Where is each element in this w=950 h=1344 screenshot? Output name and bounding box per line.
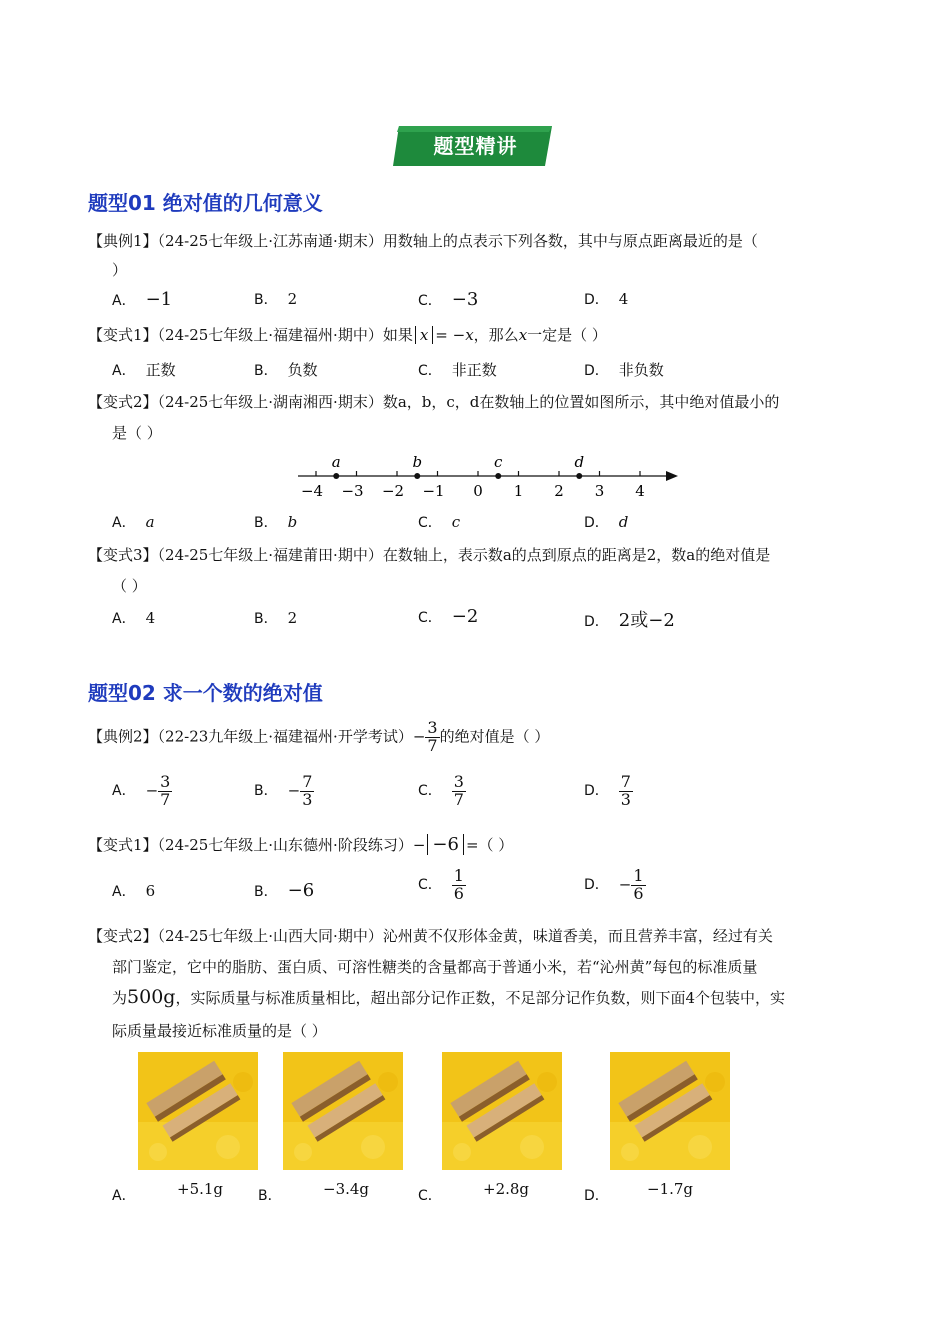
option-b[interactable]: B． 2 (254, 290, 298, 308)
option-a[interactable]: A． −1 (112, 289, 173, 310)
tick-label: −4 (300, 482, 324, 500)
option-b[interactable]: B． 负数 (254, 361, 318, 379)
tick-label: −3 (341, 482, 364, 500)
option-d[interactable]: D． 4 (584, 290, 629, 308)
option-a[interactable]: A． (112, 1188, 136, 1204)
caption-b: −3.4g (323, 1180, 370, 1198)
point-c (495, 473, 501, 479)
option-d[interactable]: D． (584, 1188, 609, 1204)
question-s2-v2-line1: 【变式2】（24-25七年级上·山西大同·期中）沁州黄不仅形体金黄，味道香美，而且营养丰富，经过有关 (88, 927, 773, 945)
question-v3-line1: 【变式3】（24-25七年级上·福建莆田·期中）在数轴上，表示数a的点到原点的距离是2，数a的绝对值是 (88, 546, 771, 564)
section-banner (393, 122, 558, 170)
question-v2-line2: 是（ ） (112, 424, 162, 442)
option-a[interactable]: A． a (112, 513, 155, 531)
point-label-d: d (574, 453, 585, 471)
option-a[interactable]: A． 正数 (112, 361, 176, 379)
option-b[interactable]: B． (258, 1188, 282, 1204)
option-d[interactable]: D． $\frac{7}{3}$ (584, 772, 631, 809)
option-b[interactable]: B． b (254, 513, 298, 531)
tick-label: 2 (554, 482, 564, 500)
question-v1: 【变式1】（24-25七年级上·福建福州·期中）如果 x = −x，那么x一定是（ ） (88, 326, 607, 344)
tick-label: −1 (422, 482, 445, 500)
option-c[interactable]: C． −3 (418, 289, 479, 310)
caption-d: −1.7g (647, 1180, 694, 1198)
question-s2-v2-line3: 为500g，实际质量与标准质量相比，超出部分记作正数，不足部分记作负数，则下面4个包装中，实 (112, 986, 786, 1008)
tick-label: 4 (635, 482, 645, 500)
option-c[interactable]: C． (418, 1188, 442, 1204)
point-label-b: b (412, 453, 423, 471)
question-v3-line2: （ ） (112, 577, 147, 595)
tick-label: −2 (381, 482, 405, 500)
point-d (576, 473, 582, 479)
option-a[interactable]: A． 6 (112, 882, 156, 900)
point-label-a: a (331, 453, 341, 471)
tick-label: 3 (594, 482, 605, 500)
caption-a: +5.1g (177, 1180, 224, 1198)
question-ex2: 【典例2】（22-23九年级上·福建福州·开学考试）− $\frac{3}{7}$ 的绝对值是（ ） (88, 718, 550, 755)
question-ex1-line1: 【典例1】（24-25七年级上·江苏南通·期末）用数轴上的点表示下列各数，其中与原点距离最近的是（ (88, 232, 758, 250)
question-s2-v2-line2: 部门鉴定，它中的脂肪、蛋白质、可溶性糖类的含量都高于普通小米，若“沁州黄”每包的标准质量 (112, 958, 758, 976)
option-a[interactable]: A． 4 (112, 609, 156, 627)
option-d[interactable]: D． − $\frac{1}{6}$ (584, 866, 644, 903)
option-c[interactable]: C． 非正数 (418, 361, 497, 379)
option-c[interactable]: C． $\frac{1}{6}$ (418, 866, 464, 903)
option-c[interactable]: C． c (418, 513, 461, 531)
question-s2-v2-line4: 际质量最接近标准质量的是（ ） (112, 1022, 327, 1040)
fraction: $\frac{3}{7}$ (427, 718, 438, 755)
point-label-c: c (494, 453, 503, 471)
option-d[interactable]: D． 2或−2 (584, 610, 675, 631)
number-line (290, 450, 690, 506)
option-d[interactable]: D． d (584, 513, 629, 531)
millet-image-d (610, 1052, 730, 1170)
tick-label: 1 (513, 482, 524, 500)
banner-label: 题型精讲 (433, 134, 518, 158)
question-v2-line1: 【变式2】（24-25七年级上·湖南湘西·期末）数a，b，c，d在数轴上的位置如图所示，其中绝对值最小的 (88, 393, 780, 411)
question-s2-v1: 【变式1】（24-25七年级上·山东德州·阶段练习）− −6 =（ ） (88, 834, 514, 855)
point-a (333, 473, 339, 479)
question-ex1-line2: ） (112, 261, 128, 279)
option-c[interactable]: C． −2 (418, 606, 479, 627)
section-title-1: 题型01 绝对值的几何意义 (88, 191, 323, 215)
tick-label: 0 (473, 482, 483, 500)
option-a[interactable]: A． − $\frac{3}{7}$ (112, 772, 171, 809)
point-b (414, 473, 420, 479)
option-b[interactable]: B． − $\frac{7}{3}$ (254, 772, 313, 809)
caption-c: +2.8g (483, 1180, 530, 1198)
option-d[interactable]: D． 非负数 (584, 361, 664, 379)
option-b[interactable]: B． 2 (254, 609, 298, 627)
millet-image-b (283, 1052, 403, 1170)
option-b[interactable]: B． −6 (254, 880, 315, 901)
millet-image-c (442, 1052, 562, 1170)
millet-image-a (138, 1052, 258, 1170)
option-c[interactable]: C． $\frac{3}{7}$ (418, 772, 464, 809)
section-title-2: 题型02 求一个数的绝对值 (88, 681, 323, 705)
number-line-arrow (666, 471, 678, 481)
